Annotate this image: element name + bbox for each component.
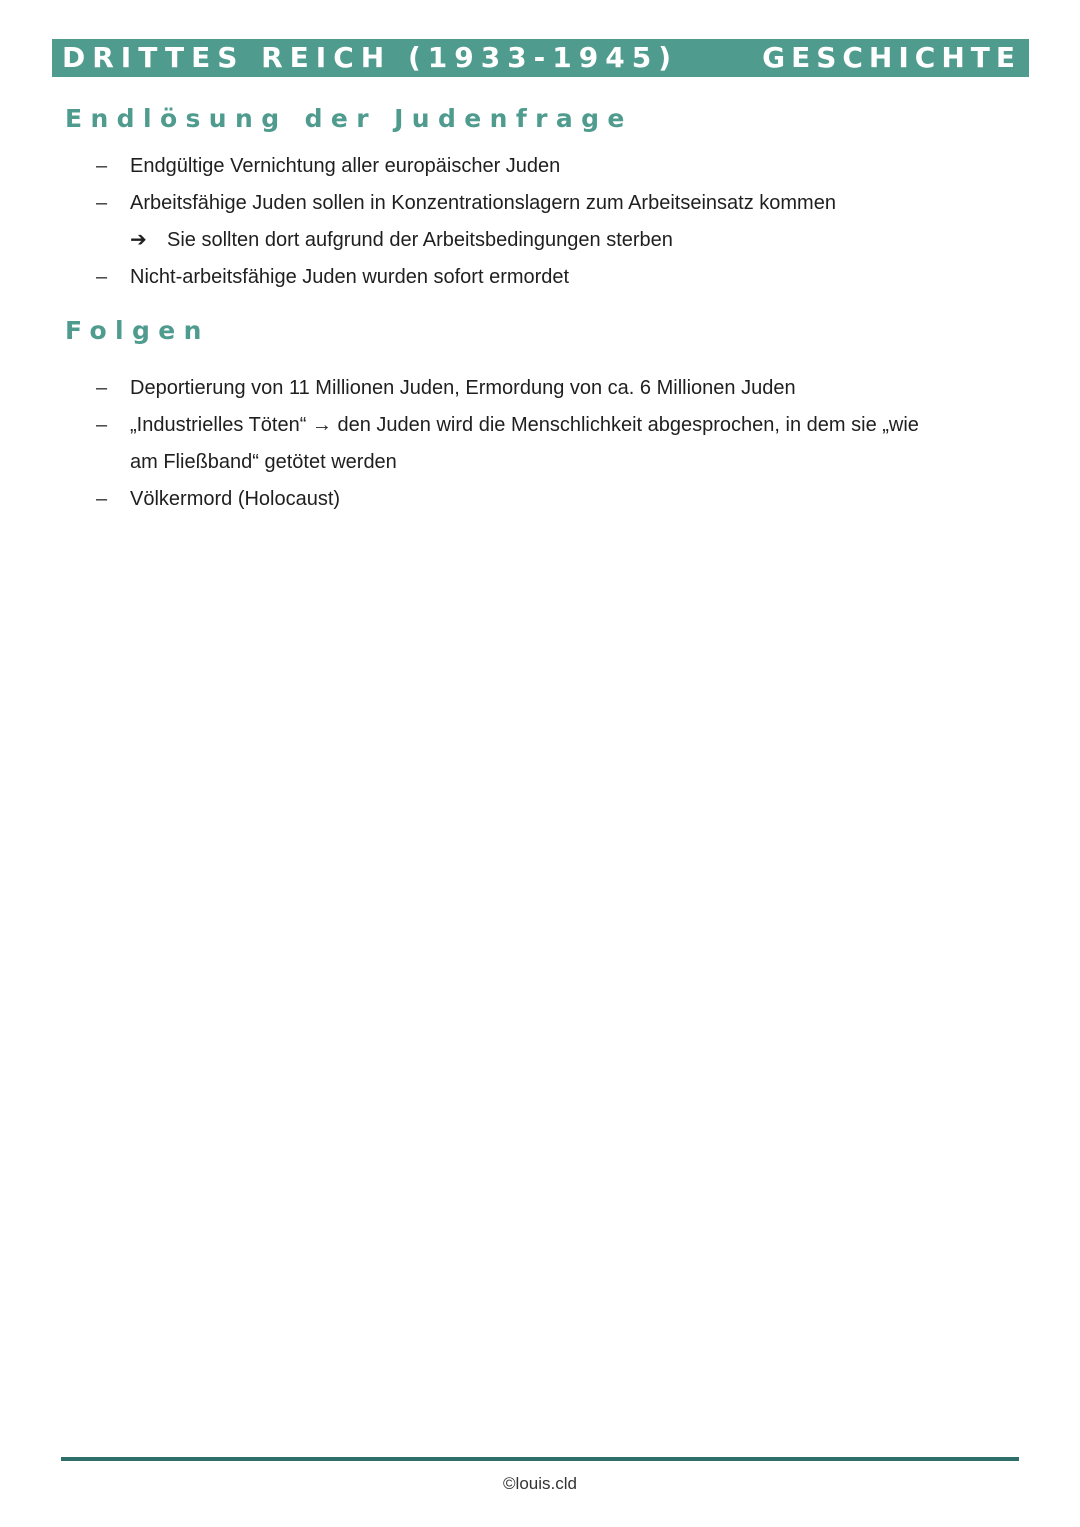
list-item-text: „Industrielles Töten“ → den Juden wird die Menschlichkeit abgesprochen, in dem sie „wie <box>130 414 919 436</box>
list-item-text: Völkermord (Holocaust) <box>130 488 341 510</box>
arrow-icon: ➔ <box>130 229 147 251</box>
dash-bullet: – <box>96 192 108 214</box>
header-bar <box>52 39 1029 77</box>
subject-label: GESCHICHTE <box>762 41 1021 74</box>
section-heading-endloesung: Endlösung der Judenfrage <box>65 104 633 133</box>
list-item-text: Arbeitsfähige Juden sollen in Konzentrationslagern zum Arbeitseinsatz kommen <box>130 192 836 214</box>
section-heading-folgen: Folgen <box>65 316 210 345</box>
dash-bullet: – <box>96 155 108 177</box>
list-item-text: Nicht-arbeitsfähige Juden wurden sofort ermordet <box>130 266 570 288</box>
dash-bullet: – <box>96 414 108 436</box>
list-item-text: am Fließband“ getötet werden <box>130 451 397 473</box>
footer-credit: ©louis.cld <box>503 1474 577 1493</box>
document-title: DRITTES REICH (1933-1945) <box>62 41 679 74</box>
dash-bullet: – <box>96 266 108 288</box>
dash-bullet: – <box>96 488 108 510</box>
list-item-text: Endgültige Vernichtung aller europäischer Juden <box>130 155 561 177</box>
list-item-text: Sie sollten dort aufgrund der Arbeitsbedingungen sterben <box>167 229 673 251</box>
dash-bullet: – <box>96 377 108 399</box>
footer-divider <box>61 1457 1019 1461</box>
list-item-text: Deportierung von 11 Millionen Juden, Ermordung von ca. 6 Millionen Juden <box>130 377 796 399</box>
